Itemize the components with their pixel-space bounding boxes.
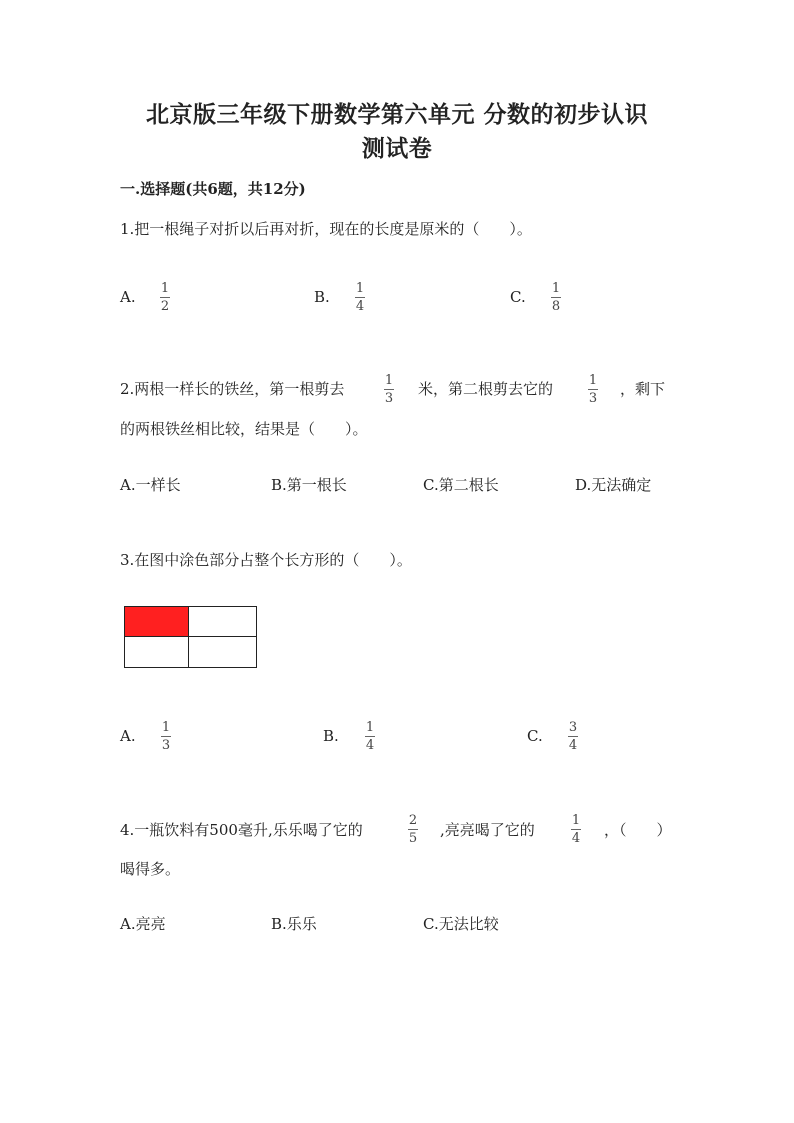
q4-option-c: C.无法比较 <box>423 915 499 933</box>
fraction-bar <box>355 297 365 298</box>
denominator: 3 <box>588 391 598 406</box>
q2-option-c: C.第二根长 <box>423 476 499 494</box>
unshaded-cell <box>125 637 189 667</box>
question-2-text-part2: 米，第二根剪去它的 <box>418 380 554 398</box>
fraction-bar <box>384 389 394 390</box>
q1-option-b-fraction <box>355 282 365 313</box>
question-4-text-part2: ,亮亮喝了它的 <box>440 821 535 839</box>
shaded-cell <box>125 607 189 637</box>
numerator: 1 <box>571 813 581 828</box>
q4-option-a: A.亮亮 <box>120 915 166 933</box>
q1-option-b-label: B. <box>314 288 330 306</box>
denominator: 4 <box>365 738 375 753</box>
q3-option-c-fraction <box>568 721 578 752</box>
denominator: 3 <box>384 391 394 406</box>
section-heading: 一.选择题(共6题，共12分) <box>120 180 306 198</box>
fraction-bar <box>588 389 598 390</box>
fraction-bar <box>568 736 578 737</box>
question-2-text-part3: ，剩下 <box>620 380 666 398</box>
q4-fraction-2 <box>571 814 581 845</box>
denominator: 8 <box>551 299 561 314</box>
question-2-text-part1: 2.两根一样长的铁丝，第一根剪去 <box>120 380 345 398</box>
worksheet-title-line1: 北京版三年级下册数学第六单元 分数的初步认识 <box>145 101 648 128</box>
denominator: 2 <box>160 299 170 314</box>
numerator: 1 <box>365 720 375 735</box>
numerator: 1 <box>161 720 171 735</box>
q1-option-a-fraction <box>160 282 170 313</box>
q1-option-c-label: C. <box>510 288 526 306</box>
q2-fraction-1 <box>384 374 394 405</box>
numerator: 2 <box>408 813 418 828</box>
q3-option-b-label: B. <box>323 727 339 745</box>
numerator: 1 <box>355 281 365 296</box>
question-4-text-part1: 4.一瓶饮料有500毫升,乐乐喝了它的 <box>120 821 363 839</box>
unshaded-cell <box>189 607 256 637</box>
q2-option-a: A.一样长 <box>120 476 181 494</box>
numerator: 1 <box>551 281 561 296</box>
denominator: 4 <box>571 831 581 846</box>
numerator: 1 <box>588 373 598 388</box>
denominator: 5 <box>408 831 418 846</box>
q2-option-b: B.第一根长 <box>271 476 347 494</box>
numerator: 3 <box>568 720 578 735</box>
q1-option-a-label: A. <box>120 288 136 306</box>
denominator: 4 <box>355 299 365 314</box>
question-4-text-line2: 喝得多。 <box>120 860 181 878</box>
denominator: 4 <box>568 738 578 753</box>
q2-fraction-2 <box>588 374 598 405</box>
numerator: 1 <box>384 373 394 388</box>
unshaded-cell <box>189 637 256 667</box>
fraction-bar <box>161 736 171 737</box>
question-3-text: 3.在图中涂色部分占整个长方形的（ ）。 <box>120 551 412 569</box>
question-4-text-part3: ，（ ） <box>604 821 672 839</box>
denominator: 3 <box>161 738 171 753</box>
fraction-bar <box>551 297 561 298</box>
fraction-bar <box>408 829 418 830</box>
q4-option-b: B.乐乐 <box>271 915 317 933</box>
numerator: 1 <box>160 281 170 296</box>
fraction-bar <box>160 297 170 298</box>
q3-option-c-label: C. <box>527 727 543 745</box>
q3-option-a-fraction <box>161 721 171 752</box>
worksheet-title-line2: 测试卷 <box>361 135 433 162</box>
question-1-text: 1.把一根绳子对折以后再对折，现在的长度是原米的（ ）。 <box>120 220 532 238</box>
q3-option-a-label: A. <box>120 727 136 745</box>
q3-option-b-fraction <box>365 721 375 752</box>
rectangle-figure <box>124 606 257 668</box>
q1-option-c-fraction <box>551 282 561 313</box>
question-2-text-line2: 的两根铁丝相比较，结果是（ ）。 <box>120 420 368 438</box>
fraction-bar <box>571 829 581 830</box>
q4-fraction-1 <box>408 814 418 845</box>
q2-option-d: D.无法确定 <box>575 476 652 494</box>
fraction-bar <box>365 736 375 737</box>
